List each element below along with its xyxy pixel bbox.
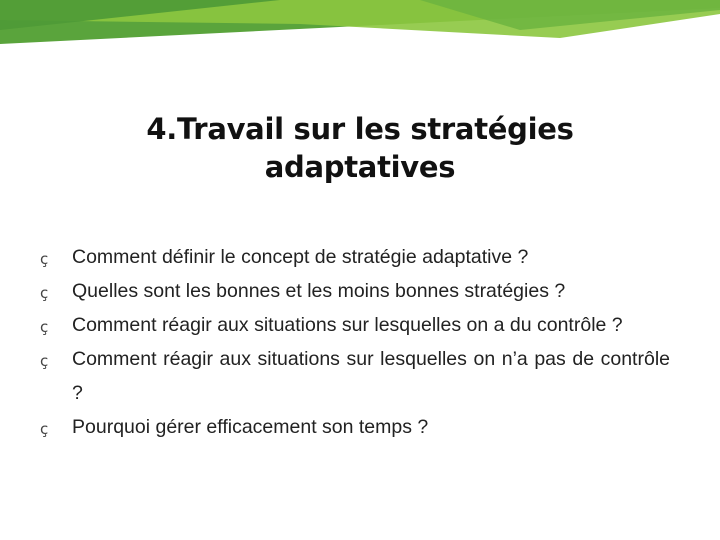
- curl-bullet-icon: ç: [40, 420, 49, 438]
- bullet-text: Comment réagir aux situations sur lesquelles on n’a pas de contrôle ?: [72, 348, 670, 404]
- bullet-item: [40, 308, 670, 342]
- slide-title-line-1: 4.Travail sur les stratégies: [146, 112, 574, 146]
- bullet-text: Comment définir le concept de stratégie adaptative ?: [72, 246, 529, 268]
- bullet-list: [40, 240, 670, 444]
- bullet-item: [40, 240, 670, 274]
- slide-title-line-2: adaptatives: [264, 150, 456, 184]
- curl-bullet-icon: ç: [40, 352, 49, 370]
- bullet-text: Quelles sont les bonnes et les moins bonnes stratégies ?: [72, 280, 566, 302]
- bullet-text: Comment réagir aux situations sur lesquelles on a du contrôle ?: [72, 314, 623, 336]
- curl-bullet-icon: ç: [40, 284, 49, 302]
- header-decoration: [0, 0, 720, 56]
- bullet-item: [40, 342, 670, 410]
- header-wave-graphic: [0, 0, 720, 56]
- curl-bullet-icon: ç: [40, 250, 49, 268]
- slide-title: [60, 110, 660, 186]
- bullet-item: [40, 410, 670, 444]
- bullet-item: [40, 274, 670, 308]
- curl-bullet-icon: ç: [40, 318, 49, 336]
- bullet-text: Pourquoi gérer efficacement son temps ?: [72, 416, 429, 438]
